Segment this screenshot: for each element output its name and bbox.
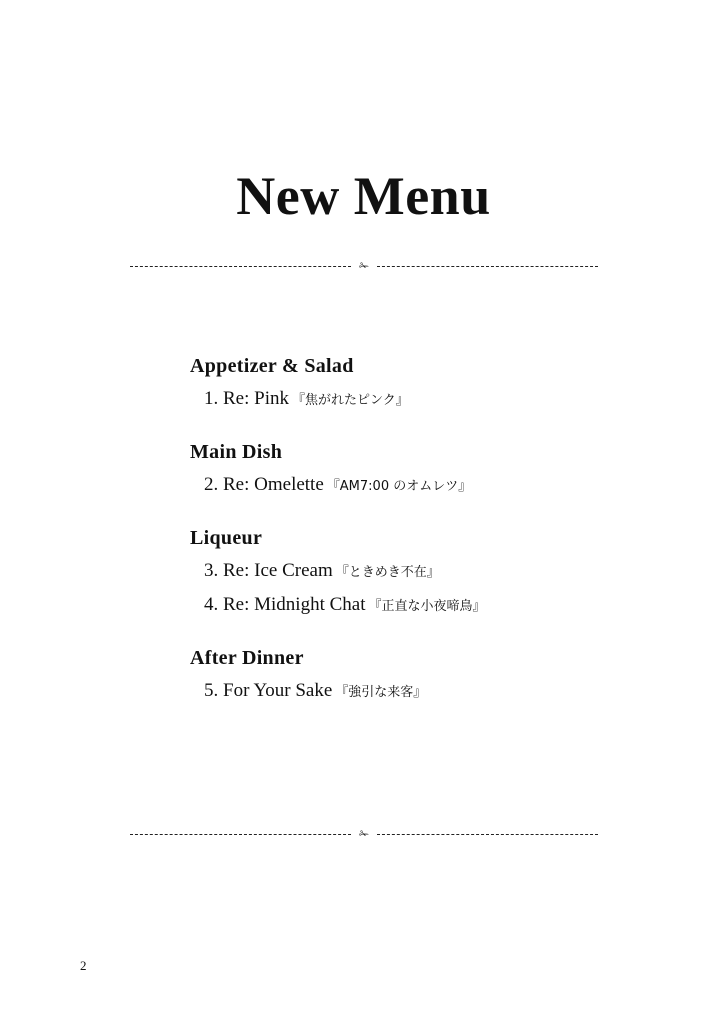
scissors-icon: ✁ bbox=[358, 259, 370, 273]
menu-item-name: 3. Re: Ice Cream bbox=[204, 560, 333, 581]
menu-item bbox=[190, 382, 670, 416]
dashed-line bbox=[377, 266, 598, 267]
dashed-line bbox=[130, 834, 351, 835]
menu-item-subtitle: 『強引な来客』 bbox=[335, 685, 427, 700]
dashed-line bbox=[130, 266, 351, 267]
menu-item-name: 1. Re: Pink bbox=[204, 388, 289, 409]
divider-top bbox=[130, 259, 598, 273]
page-number: 2 bbox=[80, 958, 87, 973]
section-heading: Appetizer & Salad bbox=[190, 355, 354, 377]
menu-item-subtitle: 『焦がれたピンク』 bbox=[291, 393, 409, 408]
divider-bottom bbox=[130, 827, 598, 841]
scissors-icon: ✁ bbox=[358, 827, 370, 841]
menu-item bbox=[190, 588, 670, 622]
section-after-dinner bbox=[190, 644, 670, 708]
section-liqueur bbox=[190, 524, 670, 622]
section-heading: Liqueur bbox=[190, 527, 263, 549]
menu-item-subtitle: 『AM7:00 のオムレツ』 bbox=[326, 479, 472, 494]
dashed-line bbox=[377, 834, 598, 835]
section-heading: Main Dish bbox=[190, 441, 283, 463]
section-heading: After Dinner bbox=[190, 647, 304, 669]
section-main-dish bbox=[190, 438, 670, 502]
menu-list bbox=[190, 352, 670, 730]
section-appetizer bbox=[190, 352, 670, 416]
menu-item-name: 4. Re: Midnight Chat bbox=[204, 594, 366, 615]
menu-item-name: 5. For Your Sake bbox=[204, 680, 333, 701]
menu-item-name: 2. Re: Omelette bbox=[204, 474, 324, 495]
page-title: New Menu bbox=[236, 166, 491, 226]
menu-item-subtitle: 『正直な小夜啼鳥』 bbox=[368, 599, 486, 614]
menu-item-subtitle: 『ときめき不在』 bbox=[335, 565, 440, 580]
menu-item bbox=[190, 674, 670, 708]
menu-item bbox=[190, 554, 670, 588]
menu-item bbox=[190, 468, 670, 502]
